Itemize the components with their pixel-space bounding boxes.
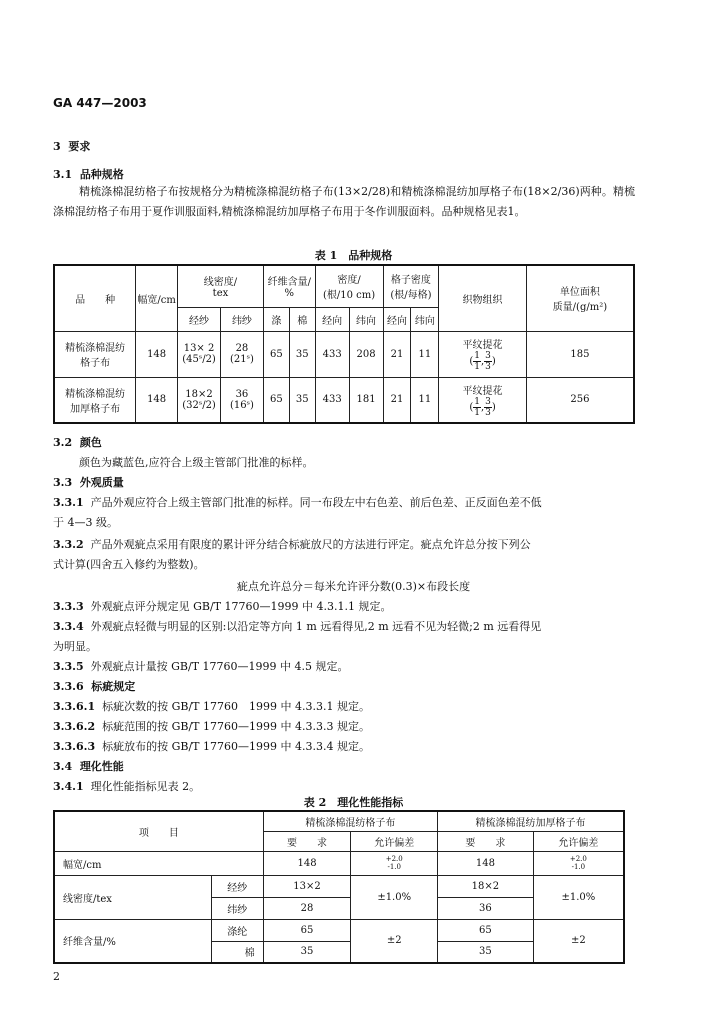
cell-width-req-b: 148: [438, 851, 534, 875]
cell-width-tol-b: +2.0 -1.0: [533, 851, 624, 875]
section-3-3-6-1: 3.3.6.1 标疵次数的按 GB/T 17760 1999 中 4.3.3.1 规定。: [53, 700, 370, 713]
section-3-3-4: 3.3.4 外观疵点轻微与明显的区别:以沿定等方向 1 m 远看得见,2 m 远看不见为轻微;2 m 远看得见: [53, 620, 542, 633]
section-3-4-heading: 3.4 理化性能: [53, 760, 124, 773]
cell-density-weft: 208: [349, 331, 383, 377]
header-check-weft: 纬向: [411, 307, 439, 331]
header-warp-yarn: 经纱: [178, 307, 221, 331]
header-tolerance-b: 允许偏差: [533, 831, 624, 851]
section-3-3-heading: 3.3 外观质量: [53, 476, 124, 489]
header-weave: 织物组织: [439, 265, 527, 331]
section-3-3-4-cont: 为明显。: [53, 640, 97, 653]
cell-weft-yarn: 28 (21ˢ): [221, 331, 264, 377]
row-sub-polyester: 涤纶: [211, 919, 263, 941]
cell-linear-tol-a: ±1.0%: [351, 875, 438, 919]
formula: 疵点允许总分＝每米允许评分数(0.3)×布段长度: [236, 580, 471, 593]
table-row: [54, 875, 624, 897]
cell-fiber-poly-b: 65: [438, 919, 534, 941]
cell-width-tol-a: +2.0 -1.0: [351, 851, 438, 875]
cell-fiber-tol-b: ±2: [533, 919, 624, 963]
row-sub-warp: 经纱: [211, 875, 263, 897]
section-3-3-3: 3.3.3 外观疵点评分规定见 GB/T 17760—1999 中 4.3.1.1 规定。: [53, 600, 392, 613]
header-check-density: 格子密度 (根/每格): [383, 265, 439, 307]
cell-weave: 平纹提花 ( $\frac{1}{1}$ , $\frac{3}{3}$ ): [439, 377, 527, 423]
cell-linear-warp-b: 18×2: [438, 875, 534, 897]
table-2: [53, 810, 625, 964]
table-row: [54, 919, 624, 941]
header-width: 幅宽/cm: [136, 265, 178, 331]
header-fiber-content: 纤维含量/ %: [263, 265, 315, 307]
cell-variety: 精梳涤棉混纺 格子布: [54, 331, 136, 377]
cell-linear-tol-b: ±1.0%: [533, 875, 624, 919]
table-row: [54, 377, 634, 423]
cell-variety: 精梳涤棉混纺 加厚格子布: [54, 377, 136, 423]
section-3-3-1: 3.3.1 产品外观应符合上级主管部门批准的标样。同一布段左中右色差、前后色差、正反面色差不低: [53, 496, 542, 509]
section-number: 3: [53, 140, 61, 153]
header-linear-density: 线密度/ tex: [178, 265, 264, 307]
header-cotton: 棉: [289, 307, 315, 331]
section-3-heading: [53, 138, 90, 154]
cell-check-warp: 21: [383, 377, 411, 423]
cell-polyester: 65: [263, 331, 289, 377]
cell-check-warp: 21: [383, 331, 411, 377]
table-2-caption: 表 2 理化性能指标: [303, 796, 404, 809]
cell-linear-warp-a: 13×2: [263, 875, 351, 897]
section-3-3-6-2: 3.3.6.2 标疵范围的按 GB/T 17760—1999 中 4.3.3.3 规定。: [53, 720, 370, 733]
header-density: 密度/ (根/10 cm): [315, 265, 383, 307]
cell-fiber-cotton-a: 35: [263, 941, 351, 963]
cell-fiber-poly-a: 65: [263, 919, 351, 941]
cell-check-weft: 11: [411, 331, 439, 377]
cell-linear-weft-b: 36: [438, 897, 534, 919]
section-3-1-paragraph: 精梳涤棉混纺格子布按规格分为精梳涤棉混纺格子布(13×2/28)和精梳涤棉混纺加厚格子布(18×2/36)两种。精梳涤棉混纺格子布用于夏作训服面料,精梳涤棉混纺加厚格子布用于冬作训服面料。品种规格见表1。: [53, 185, 635, 218]
header-item: 项 目: [54, 811, 263, 851]
section-title: 品种规格: [79, 168, 124, 181]
cell-width: 148: [136, 331, 178, 377]
section-3-3-6-3: 3.3.6.3 标疵放布的按 GB/T 17760—1999 中 4.3.3.4 规定。: [53, 740, 370, 753]
cell-cotton: 35: [289, 377, 315, 423]
cell-warp-yarn: 13× 2 (45ˢ/2): [178, 331, 221, 377]
section-3-2-paragraph: 颜色为藏蓝色,应符合上级主管部门批准的标样。: [79, 456, 314, 469]
cell-warp-yarn: 18×2 (32ˢ/2): [178, 377, 221, 423]
cell-area-mass: 185: [526, 331, 634, 377]
header-weft-yarn: 纬纱: [221, 307, 264, 331]
cell-width: 148: [136, 377, 178, 423]
table-1-caption: 表 1 品种规格: [314, 249, 393, 262]
row-label-fiber: 纤维含量/%: [54, 919, 211, 963]
header-area-mass: 单位面积 质量/(g/m²): [526, 265, 634, 331]
cell-width-req-a: 148: [263, 851, 351, 875]
section-3-3-1-cont: 于 4—3 级。: [53, 516, 118, 529]
row-label-width: 幅宽/cm: [54, 851, 263, 875]
section-number: 3.1: [53, 168, 73, 181]
page-number: 2: [53, 970, 60, 983]
table-1: [53, 264, 635, 424]
header-check-warp: 经向: [383, 307, 411, 331]
section-3-3-2: 3.3.2 产品外观疵点采用有限度的累计评分结合标疵放尺的方法进行评定。疵点允许总分按下列公: [53, 538, 531, 551]
row-sub-weft: 纬纱: [211, 897, 263, 919]
cell-linear-weft-a: 28: [263, 897, 351, 919]
cell-weave: 平纹提花 ( $\frac{1}{1}$ , $\frac{3}{3}$ ): [439, 331, 527, 377]
header-requirement-a: 要 求: [263, 831, 351, 851]
cell-check-weft: 11: [411, 377, 439, 423]
section-3-4-1: 3.4.1 理化性能指标见表 2。: [53, 780, 201, 793]
section-title: 要求: [68, 140, 91, 153]
table-row: [54, 331, 634, 377]
cell-weft-yarn: 36 (16ˢ): [221, 377, 264, 423]
header-weft: 纬向: [349, 307, 383, 331]
section-3-2-heading: 3.2 颜色: [53, 436, 102, 449]
header-fabric-b: 精梳涤棉混纺加厚格子布: [438, 811, 624, 831]
cell-polyester: 65: [263, 377, 289, 423]
standard-number: GA 447—2003: [53, 96, 147, 110]
header-requirement-b: 要 求: [438, 831, 534, 851]
header-variety: 品 种: [54, 265, 136, 331]
section-3-3-6-heading: 3.3.6 标疵规定: [53, 680, 136, 693]
cell-density-weft: 181: [349, 377, 383, 423]
section-3-1-heading: [53, 166, 124, 182]
cell-fiber-tol-a: ±2: [351, 919, 438, 963]
section-3-3-5: 3.3.5 外观疵点计量按 GB/T 17760—1999 中 4.5 规定。: [53, 660, 349, 673]
cell-fiber-cotton-b: 35: [438, 941, 534, 963]
header-polyester: 涤: [263, 307, 289, 331]
cell-density-warp: 433: [315, 377, 349, 423]
cell-area-mass: 256: [526, 377, 634, 423]
table-row: [54, 851, 624, 875]
row-sub-cotton: 棉: [211, 941, 263, 963]
header-fabric-a: 精梳涤棉混纺格子布: [263, 811, 437, 831]
row-label-linear: 线密度/tex: [54, 875, 211, 919]
cell-density-warp: 433: [315, 331, 349, 377]
section-3-3-2-cont: 式计算(四舍五入修约为整数)。: [53, 558, 205, 571]
header-warp: 经向: [315, 307, 349, 331]
header-tolerance-a: 允许偏差: [351, 831, 438, 851]
cell-cotton: 35: [289, 331, 315, 377]
